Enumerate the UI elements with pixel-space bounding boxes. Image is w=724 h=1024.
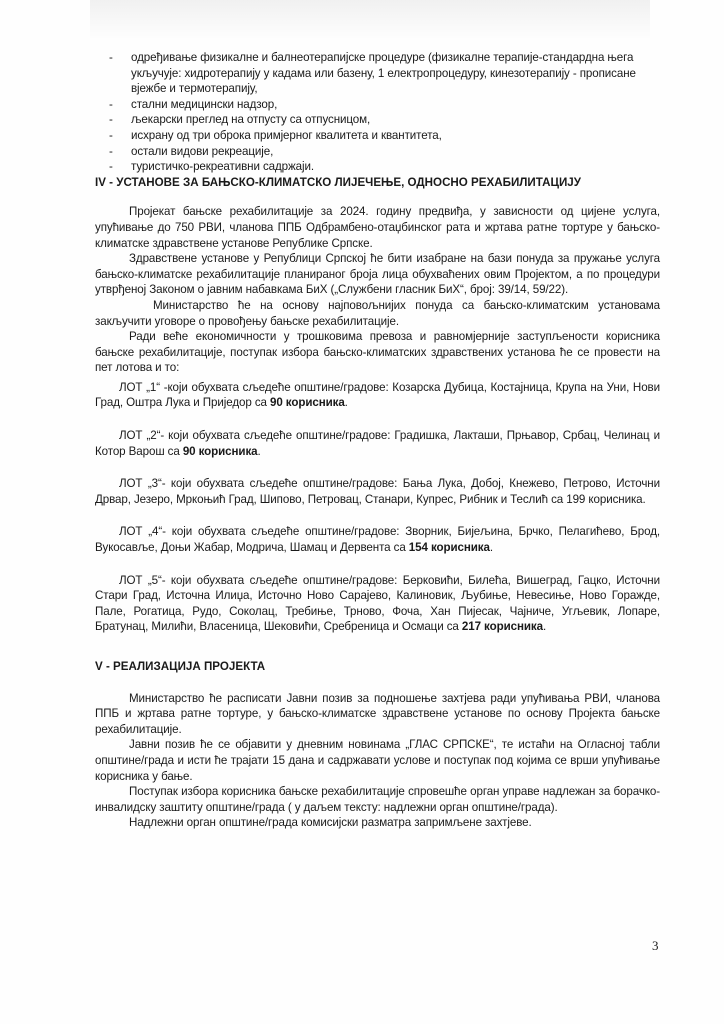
section-4-paragraph-1: Пројекат бањске рехабилитације за 2024. годину предвиђа, у зависности од цијене услуга, упућивање до 750 РВИ, чланова ППБ Одбрамбено-отаџбинског рата и жртава ратне тортуре у бањско-климатске здравствене установе Републике Српске. <box>95 205 660 250</box>
list-item: - љекарски преглед на отпусту са отпусницом, <box>109 113 371 127</box>
list-item: - исхрану од три оброка примјерног квалитета и квантитета, <box>109 128 442 142</box>
section-4-heading: IV - УСТАНОВЕ ЗА БАЊСКО-КЛИМАТСКО ЛИЈЕЧЕЊЕ, ОДНОСНО РЕХАБИЛИТАЦИЈУ <box>95 175 581 189</box>
page-number: 3 <box>652 938 659 953</box>
scan-shadow <box>90 0 650 40</box>
list-item: - одређивање физикалне и балнеотерапијске процедуре (физикалне терапије-стандардна њега укључује: хидротерапију у кадама или базену, 1 електропроцедуру, кинезотерапију - прописане вјежбе и термотерапију, <box>109 51 636 96</box>
list-item: - остали видови рекреације, <box>109 144 274 158</box>
section-5-paragraph-2: Јавни позив ће се објавити у дневним новинама „ГЛАС СРПСКЕ“, те истаћи на Огласној табли општине/града и исти ће трајати 15 дана и садржавати услове и поступак под којима се врши упућивање корисника у бање. <box>95 738 660 783</box>
section-5-paragraph-1: Министарство ће расписати Јавни позив за подношење захтјева ради упућивања РВИ, чланова ППБ и жртава ратне тортуре, у бањско-климатске здравствене установе по основу Пројекта бањске рехабилитације. <box>95 691 660 736</box>
services-list <box>95 50 660 175</box>
lot-2: ЛОТ „2“- који обухвата сљедеће општине/градове: Градишка, Лакташи, Прњавор, Србац, Челинац и Котор Варош са 90 корисника. <box>95 429 660 458</box>
section-4-paragraph-2: Здравствене установе у Републици Српској ће бити изабране на бази понуда за пружање услуга бањско-климатске рехабилитације планираног броја лица обухваћених овим Пројектом, а по процедури утврђеној Законом о јавним набавкама БиХ („Службени гласник БиХ“, број: 39/14, 59/22). <box>95 252 660 297</box>
section-5-heading: V - РЕАЛИЗАЦИЈА ПРОЈЕКТА <box>95 660 266 673</box>
page-content <box>95 50 660 831</box>
lot-5: ЛОТ „5“- који обухвата сљедеће општине/градове: Берковићи, Билећа, Вишеград, Гацко, Источни Стари Град, Источна Илиџа, Источно Ново Сарајево, Калиновик, Љубиње, Невесиње, Ново Горажде, Пале, Рогатица, Рудо, Соколац, Требиње, Трново, Фоча, Хан Пијесак, Чајниче, Угљевик, Лопаре, Братунац, Милићи, Власеница, Шековићи, Сребреница и Осмаци са 217 корисника. <box>95 573 660 634</box>
list-item: - туристичко-рекреативни садржаји. <box>109 160 315 174</box>
section-4-paragraph-4: Ради веће економичности у трошковима превоза и равномјерније заступљености корисника бањске рехабилитације, поступак избора бањско-климатских здравствених установа ће се провести на пет лотова и то: <box>95 330 660 375</box>
lot-1: ЛОТ „1“ -који обухвата сљедеће општине/градове: Козарска Дубица, Костајница, Крупа на Уни, Нови Град, Оштра Лука и Приједор са 90 корисника. <box>95 380 660 410</box>
section-5-paragraph-4: Надлежни орган општине/града комисијски разматра запримљене захтјеве. <box>129 816 532 830</box>
lot-4: ЛОТ „4“- који обухвата сљедеће општине/градове: Зворник, Бијељина, Брчко, Пелагићево, Брод, Вукосавље, Доњи Жабар, Модрича, Шамац и Дервента са 154 корисника. <box>95 525 660 555</box>
lot-3: ЛОТ „3“- који обухвата сљедеће општине/градове: Бања Лука, Добој, Кнежево, Петрово, Источни Дрвар, Језеро, Мркоњић Град, Шипово, Петровац, Станари, Купрес, Рибник и Теслић са 199 корисника. <box>95 477 660 506</box>
list-item: - стални медицински надзор, <box>109 97 278 111</box>
section-5-paragraph-3: Поступак избора корисника бањске рехабилитације спровешће орган управе надлежан за борачко-инвалидску заштиту општине/града ( у даљем тексту: надлежни орган општине/града). <box>95 785 660 814</box>
section-4-paragraph-3: Министарство ће на основу најповољнијих понуда са бањско-климатским установама закључити уговоре о провођењу бањске рехабилитације. <box>95 298 660 328</box>
